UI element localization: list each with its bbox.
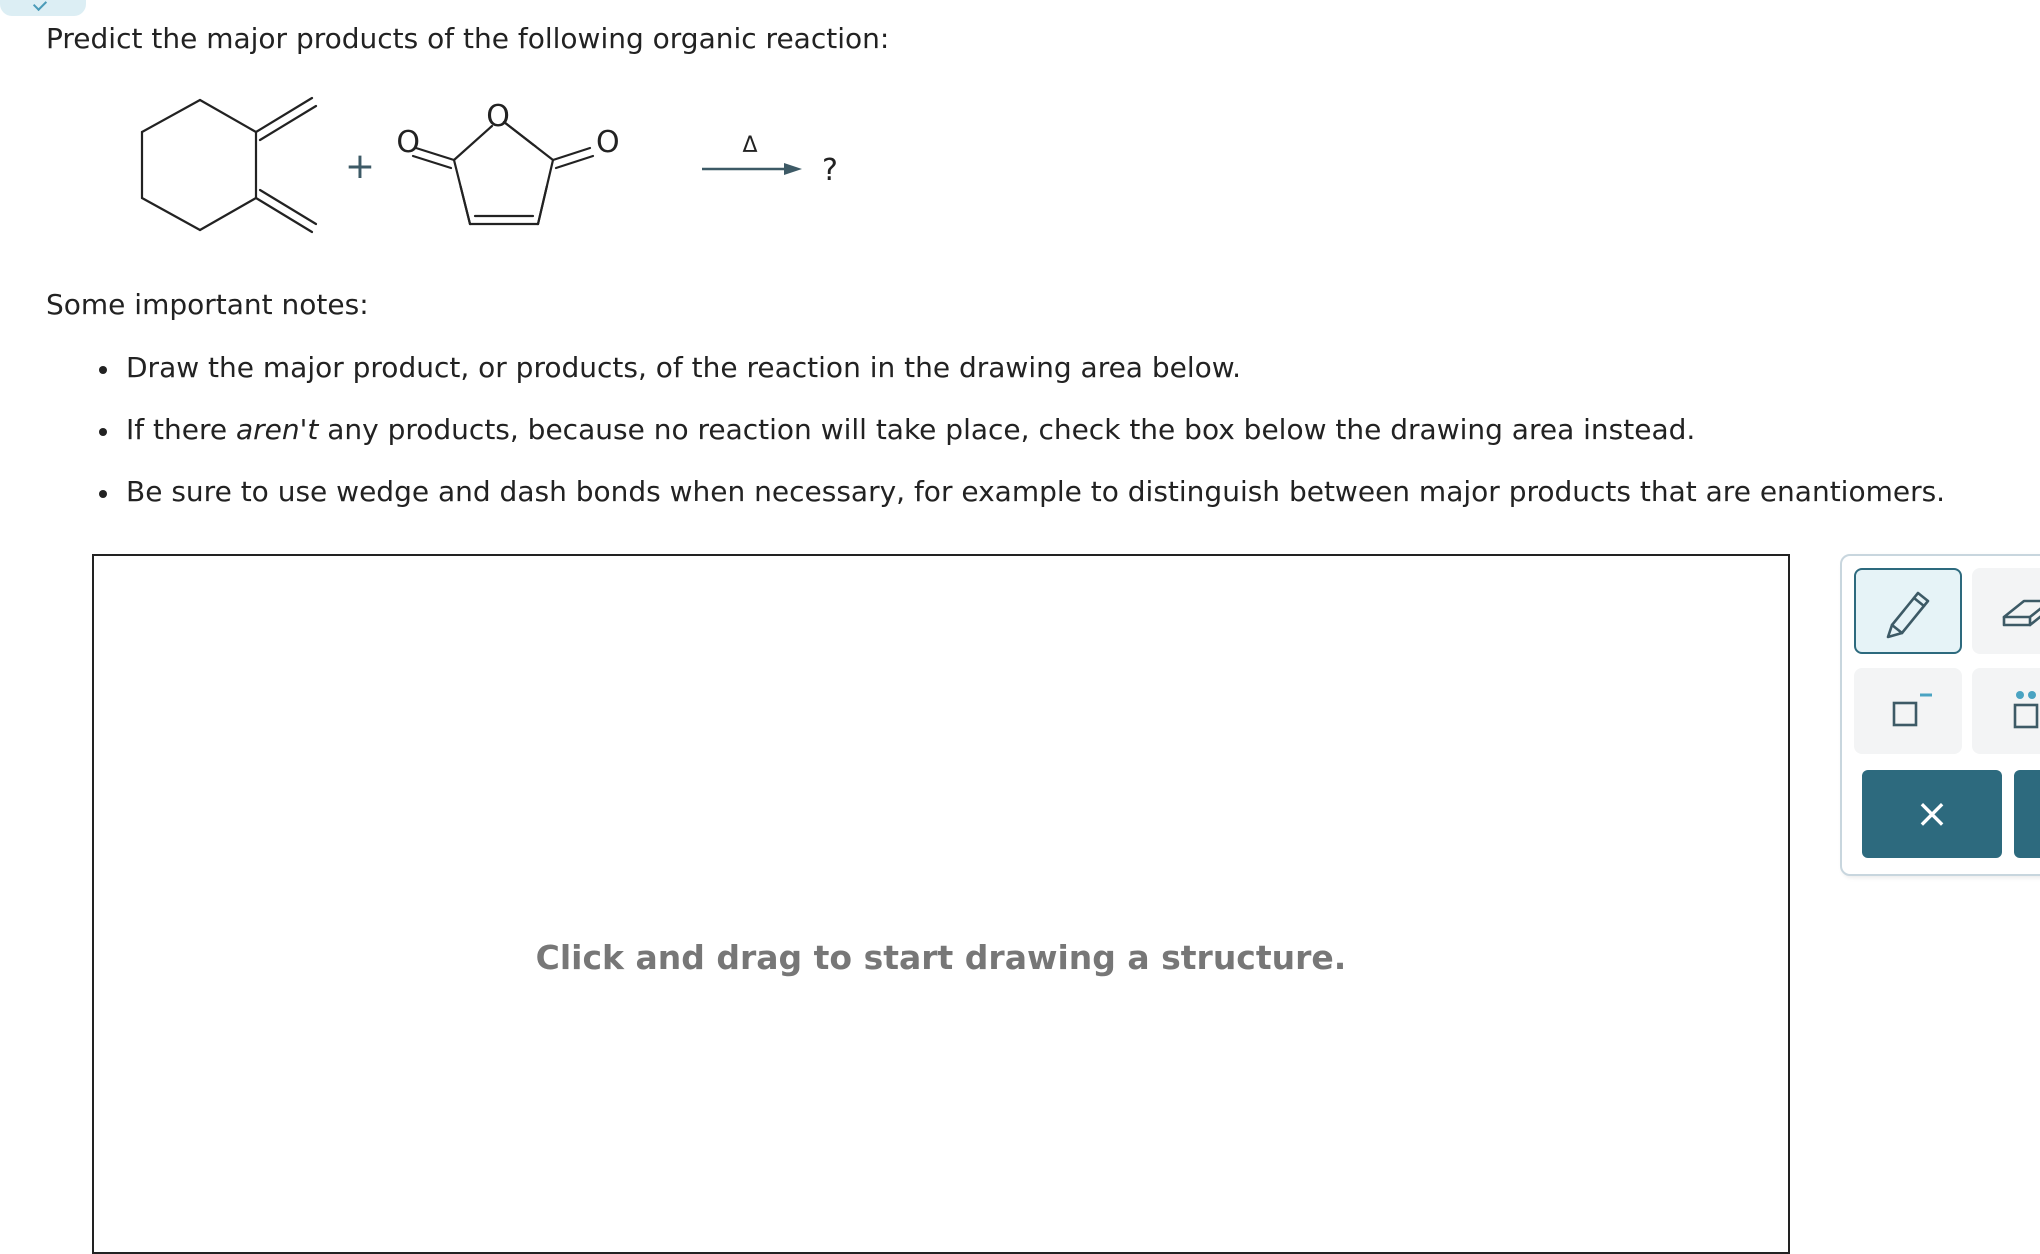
eraser-tool-button[interactable] bbox=[1972, 568, 2040, 654]
heat-label: Δ bbox=[742, 133, 758, 158]
drawing-canvas[interactable] bbox=[92, 554, 1790, 1254]
notes-list bbox=[96, 348, 1945, 534]
diene-structure bbox=[142, 98, 316, 232]
collapse-tab[interactable] bbox=[0, 0, 86, 16]
arrow-head-icon bbox=[784, 163, 802, 175]
undo-button[interactable] bbox=[2014, 770, 2040, 858]
question-prompt: Predict the major products of the following organic reaction: bbox=[46, 22, 890, 55]
reaction-scheme bbox=[120, 86, 860, 256]
product-placeholder: ? bbox=[822, 153, 838, 188]
lone-pair-tool-button[interactable] bbox=[1972, 668, 2040, 754]
left-carbonyl-oxygen-label: O bbox=[396, 125, 420, 160]
notes-title: Some important notes: bbox=[46, 288, 369, 321]
plus-sign: + bbox=[344, 146, 376, 187]
list-item: Draw the major product, or products, of the reaction in the drawing area below. bbox=[96, 348, 1945, 410]
eraser-icon bbox=[1996, 581, 2040, 641]
ring-oxygen-label: O bbox=[486, 99, 510, 134]
close-icon: × bbox=[1915, 791, 1949, 837]
clear-button[interactable] bbox=[1862, 770, 2002, 858]
chevron-down-icon bbox=[33, 0, 47, 11]
list-item: Be sure to use wedge and dash bonds when necessary, for example to distinguish between major products that are enantiomers. bbox=[96, 472, 1945, 534]
negative-charge-icon bbox=[1878, 681, 1938, 741]
pencil-tool-button[interactable] bbox=[1854, 568, 1962, 654]
right-carbonyl-oxygen-label: O bbox=[596, 125, 620, 160]
pencil-icon bbox=[1878, 581, 1938, 641]
charge-tool-button[interactable] bbox=[1854, 668, 1962, 754]
list-item: If there aren't any products, because no reaction will take place, check the box below the drawing area instead. bbox=[96, 410, 1945, 472]
dienophile-structure bbox=[396, 99, 619, 224]
drawing-toolbar bbox=[1840, 554, 2040, 876]
lone-pair-icon bbox=[1996, 681, 2040, 741]
canvas-hint: Click and drag to start drawing a structure. bbox=[535, 938, 1347, 977]
